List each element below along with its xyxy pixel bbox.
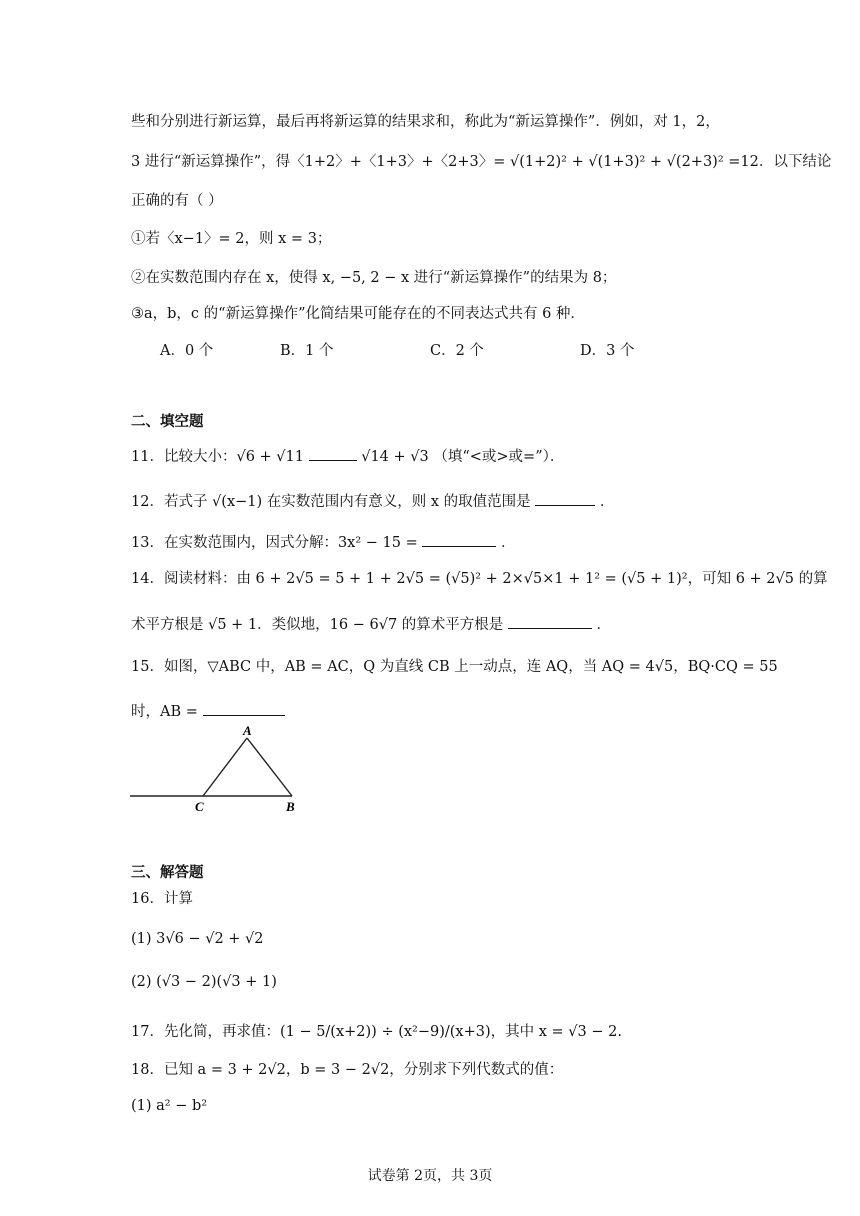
q12-answer-blank[interactable] bbox=[535, 489, 595, 506]
q12-text-pre: 12．若式子 √(x−1) 在实数范围内有意义，则 x 的取值范围是 bbox=[131, 494, 531, 510]
q11-answer-blank[interactable] bbox=[309, 444, 357, 461]
q14-text-post: ． bbox=[596, 617, 612, 633]
q10-statement-1: ①若〈x−1〉= 2，则 x = 3； bbox=[131, 231, 332, 247]
q14-answer-blank[interactable] bbox=[508, 612, 592, 629]
q16-part-1: (1) 3√6 − √2 + √2 bbox=[131, 931, 264, 947]
q15-text-pre: 时，AB = bbox=[131, 704, 198, 720]
q11 bbox=[131, 444, 564, 467]
q13-text-pre: 13．在实数范围内，因式分解：3x² − 15 = bbox=[131, 535, 418, 551]
section-3-title: 三、解答题 bbox=[131, 865, 204, 881]
q14-line-1: 14．阅读材料：由 6 + 2√5 = 5 + 1 + 2√5 = (√5)² + 2×√5×1 + 1² = (√5 + 1)²，可知 6 + 2√5 的算 bbox=[131, 571, 828, 587]
q14-line-2 bbox=[131, 612, 611, 635]
q16-title: 16．计算 bbox=[131, 891, 193, 907]
page-footer: 试卷第 2页，共 3页 bbox=[367, 1168, 493, 1184]
q15-line-2 bbox=[131, 699, 285, 722]
side-ac bbox=[203, 738, 247, 796]
q13-answer-blank[interactable] bbox=[422, 530, 496, 547]
q10-statement-3: ③a，b，c 的“新运算操作”化简结果可能存在的不同表达式共有 6 种． bbox=[131, 306, 585, 322]
q17: 17．先化简，再求值：(1 − 5/(x+2)) ÷ (x²−9)/(x+3)，其中 x = √3 − 2. bbox=[131, 1024, 622, 1040]
q18-part-1: (1) a² − b² bbox=[131, 1098, 208, 1114]
q11-text-post: √14 + √3 （填“<或>或=”）． bbox=[361, 449, 565, 465]
q10-text-line-1: 些和分别进行新运算，最后再将新运算的结果求和，称此为“新运算操作”．例如，对 1，2， bbox=[131, 114, 720, 130]
q15-line-1: 15．如图，▽ABC 中，AB = AC，Q 为直线 CB 上一动点，连 AQ，当 AQ = 4√5，BQ·CQ = 55 bbox=[131, 659, 778, 675]
option-d: D．3 个 bbox=[580, 343, 635, 359]
q15-answer-blank[interactable] bbox=[203, 699, 285, 716]
q10-statement-2: ②在实数范围内存在 x，使得 x, −5, 2 − x 进行“新运算操作”的结果为 8； bbox=[131, 270, 617, 286]
option-c: C．2 个 bbox=[430, 343, 484, 359]
q10-text-line-3: 正确的有（ ） bbox=[131, 193, 223, 209]
q13-text-post: ． bbox=[500, 535, 516, 551]
vertex-label-b: B bbox=[286, 799, 295, 814]
q11-text-pre: 11．比较大小：√6 + √11 bbox=[131, 449, 304, 465]
side-ab bbox=[247, 738, 292, 796]
vertex-label-c: C bbox=[195, 799, 204, 814]
q14-text-pre: 术平方根是 √5 + 1．类似地，16 − 6√7 的算术平方根是 bbox=[131, 617, 504, 633]
q18: 18．已知 a = 3 + 2√2，b = 3 − 2√2，分别求下列代数式的值： bbox=[131, 1062, 564, 1078]
q13 bbox=[131, 530, 515, 553]
q12 bbox=[131, 489, 614, 512]
q12-text-post: ． bbox=[599, 494, 615, 510]
triangle-figure bbox=[126, 722, 316, 822]
vertex-label-a: A bbox=[243, 723, 252, 738]
option-a: A．0 个 bbox=[160, 343, 214, 359]
section-2-title: 二、填空题 bbox=[131, 414, 204, 430]
q16-part-2: (2) (√3 − 2)(√3 + 1) bbox=[131, 974, 277, 990]
option-b: B．1 个 bbox=[280, 343, 334, 359]
q10-text-line-2: 3 进行“新运算操作”，得〈1+2〉+〈1+3〉+〈2+3〉= √(1+2)² + √(1+3)² + √(2+3)² =12．以下结论 bbox=[131, 154, 832, 170]
